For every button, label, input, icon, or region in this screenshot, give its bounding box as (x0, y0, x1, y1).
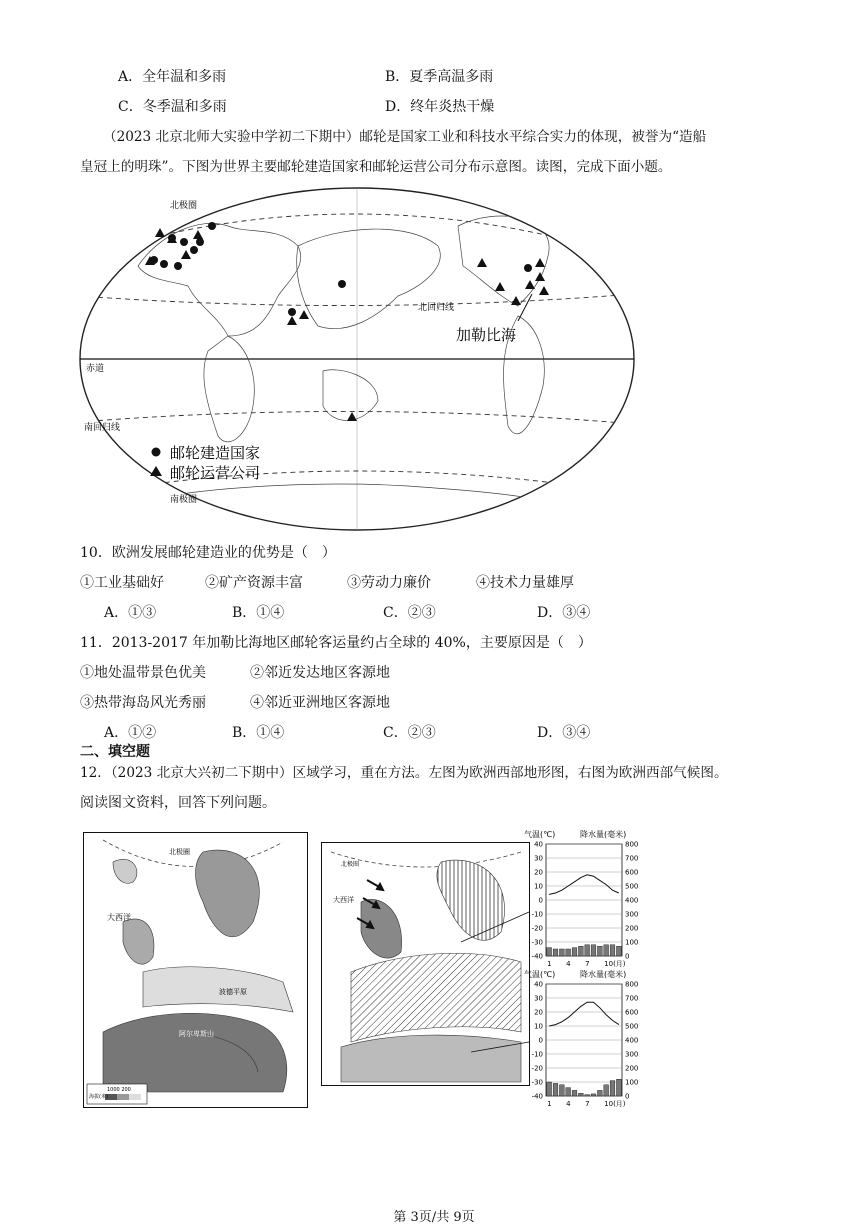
chart-top-precip-bar (559, 949, 564, 956)
chart-top-precip-bar (597, 946, 602, 956)
chart-top-temp-tick: 40 (534, 840, 543, 849)
chart-top-precip-tick: 600 (625, 868, 639, 877)
chart-bottom-precip-tick: 0 (625, 1092, 630, 1101)
chart-top-temp-tick: 20 (534, 868, 543, 877)
q9-option-a: A．全年温和多雨 (118, 69, 227, 85)
q10-choice-3: ③劳动力廉价 (347, 575, 431, 591)
climate-chart-bottom (520, 968, 650, 1110)
q11-choice-2: ②邻近发达地区客源地 (250, 665, 390, 681)
intro-line-1: （2023 北京北师大实验中学初二下期中）邮轮是国家工业和科技水平综合实力的体现，被誉为“造船 (103, 129, 707, 145)
chart-bottom-month-tick: 7 (585, 1100, 590, 1108)
chart-bottom-temp-tick: 0 (538, 1036, 543, 1045)
chart-bottom-month-tick: 10(月) (604, 1100, 626, 1108)
chart-top-precip-bar (572, 948, 577, 956)
q11-choice-3: ③热带海岛风光秀丽 (80, 695, 206, 711)
chart-bottom-month-tick: 4 (566, 1100, 571, 1108)
q10-option-b: B．①④ (232, 605, 285, 621)
label-atlantic: 大西洋 (107, 913, 131, 922)
q10-choice-2: ②矿产资源丰富 (205, 575, 303, 591)
legend-build-icon (152, 448, 161, 457)
chart-bottom-precip-bar (591, 1094, 596, 1096)
q10-choice-1: ①工业基础好 (80, 575, 164, 591)
chart-top-precip-bar (604, 945, 609, 956)
label-arctic-circle: 北极圈 (170, 201, 198, 211)
chart-bottom-temp-tick: -20 (531, 1064, 543, 1073)
chart-bottom-temp-tick: -30 (531, 1078, 543, 1087)
chart-bottom-precip-tick: 100 (625, 1078, 639, 1087)
q12-line-1: 12．（2023 北京大兴初二下期中）区域学习，重在方法。左图为欧洲西部地形图，右图为欧洲西部气候图。 (80, 765, 728, 781)
chart-top-temp-tick: -20 (531, 924, 543, 933)
chart-bottom-temp-tick: 30 (534, 994, 543, 1003)
chart-top-month-tick: 4 (566, 960, 571, 968)
chart-top-precip-bar (578, 946, 583, 956)
section-title: 二、填空题 (80, 744, 150, 760)
chart-bottom-precip-bar (604, 1085, 609, 1096)
chart-top-precip-tick: 700 (625, 854, 639, 863)
chart-bottom-precip-bar (559, 1085, 564, 1096)
chart-bottom-precip-bar (585, 1095, 590, 1096)
q11-stem: 11．2013-2017 年加勒比海地区邮轮客运量约占全球的 40%，主要原因是（ ） (80, 635, 592, 651)
q11-option-a: A．①② (104, 725, 157, 741)
chart-top-precip-bar (585, 945, 590, 956)
chart-top-temp-tick: -10 (531, 910, 543, 919)
q11-choice-4: ④邻近亚洲地区客源地 (250, 695, 390, 711)
chart-top-precip-bar (553, 949, 558, 956)
chart-top-precip-tick: 800 (625, 840, 639, 849)
q9-option-d: D．终年炎热干燥 (385, 99, 495, 115)
chart-bottom-precip-bar (597, 1090, 602, 1096)
terrain-legend-title: 海拔(米) (89, 1094, 108, 1100)
chart-top-precip-bar (616, 946, 621, 956)
chart-bottom-temp-tick: 40 (534, 980, 543, 989)
legend-build-label: 邮轮建造国家 (170, 444, 261, 462)
europe-terrain-map (83, 832, 308, 1108)
label-arctic: 北极圈 (169, 848, 190, 856)
label-caribbean: 加勒比海 (456, 326, 517, 344)
europe-climate-map (321, 842, 530, 1086)
q10-stem: 10．欧洲发展邮轮建造业的优势是（ ） (80, 545, 336, 561)
q11-option-b: B．①④ (232, 725, 285, 741)
chart-bottom-precip-bar (572, 1090, 577, 1096)
legend-operate-label: 邮轮运营公司 (170, 464, 261, 482)
chart-bottom-precip-tick: 200 (625, 1064, 639, 1073)
chart-top-precip-tick: 400 (625, 896, 639, 905)
chart-top-temp-tick: 30 (534, 854, 543, 863)
chart-top-temp-tick: -40 (531, 952, 543, 961)
chart-bottom-temp-tick: -10 (531, 1050, 543, 1059)
label-antarctic-circle: 南极圈 (170, 495, 198, 505)
q10-option-c: C．②③ (383, 605, 436, 621)
climate-label-arctic: 北极圈 (341, 861, 360, 868)
chart-top-precip-bar (610, 945, 615, 956)
chart-bottom-precip-tick: 300 (625, 1050, 639, 1059)
chart-top-precip-bar (591, 945, 596, 956)
chart-bottom-temp-label: 气温(℃) (524, 970, 556, 979)
chart-bottom-temp-tick: 10 (534, 1022, 543, 1031)
chart-bottom-precip-tick: 800 (625, 980, 639, 989)
label-equator: 赤道 (86, 364, 105, 374)
chart-bottom-precip-tick: 700 (625, 994, 639, 1003)
chart-bottom-month-tick: 1 (547, 1100, 552, 1108)
chart-bottom-precip-bar (610, 1081, 615, 1096)
intro-line-2: 皇冠上的明珠”。下图为世界主要邮轮建造国家和邮轮运营公司分布示意图。读图，完成下面小题。 (80, 159, 672, 175)
chart-bottom-precip-bar (547, 1082, 552, 1096)
chart-top-precip-tick: 0 (625, 952, 630, 961)
label-tropic-cancer: 北回归线 (418, 303, 455, 313)
chart-bottom-precip-tick: 400 (625, 1036, 639, 1045)
chart-bottom-precip-bar (616, 1079, 621, 1096)
q9-option-c: C．冬季温和多雨 (118, 99, 227, 115)
terrain-legend-values: 1000 200 (107, 1087, 131, 1093)
climate-label-atlantic: 大西洋 (333, 896, 354, 904)
chart-bottom-precip-bar (553, 1083, 558, 1096)
q11-choice-1: ①地处温带景色优美 (80, 665, 206, 681)
chart-top-temp-label: 气温(℃) (524, 830, 556, 839)
chart-bottom-temp-tick: -40 (531, 1092, 543, 1101)
q11-option-c: C．②③ (383, 725, 436, 741)
chart-bottom-precip-tick: 600 (625, 1008, 639, 1017)
q10-option-d: D．③④ (537, 605, 591, 621)
chart-top-precip-tick: 500 (625, 882, 639, 891)
chart-bottom-precip-bar (578, 1093, 583, 1096)
chart-top-precip-tick: 300 (625, 910, 639, 919)
label-plain: 波德平原 (219, 988, 247, 996)
chart-bottom-precip-label: 降水量(毫米) (580, 970, 627, 979)
chart-top-month-tick: 10(月) (604, 960, 626, 968)
chart-top-precip-tick: 100 (625, 938, 639, 947)
chart-top-precip-label: 降水量(毫米) (580, 830, 627, 839)
chart-bottom-precip-tick: 500 (625, 1022, 639, 1031)
label-alps: 阿尔卑斯山 (179, 1030, 214, 1038)
world-cruise-map (78, 186, 636, 532)
chart-top-temp-tick: 0 (538, 896, 543, 905)
chart-top-temp-tick: -30 (531, 938, 543, 947)
q11-option-d: D．③④ (537, 725, 591, 741)
page-footer: 第 3页/共 9页 (393, 1210, 475, 1225)
chart-top-precip-bar (566, 949, 571, 956)
climate-chart-top (520, 828, 650, 970)
chart-top-month-tick: 1 (547, 960, 552, 968)
chart-top-month-tick: 7 (585, 960, 590, 968)
q9-option-b: B．夏季高温多雨 (385, 69, 494, 85)
chart-top-precip-tick: 200 (625, 924, 639, 933)
chart-top-temp-tick: 10 (534, 882, 543, 891)
label-tropic-capricorn: 南回归线 (84, 423, 121, 433)
q10-option-a: A．①③ (104, 605, 157, 621)
q10-choice-4: ④技术力量雄厚 (476, 575, 574, 591)
q12-line-2: 阅读图文资料，回答下列问题。 (80, 795, 276, 811)
chart-bottom-precip-bar (566, 1088, 571, 1096)
chart-bottom-temp-tick: 20 (534, 1008, 543, 1017)
chart-top-precip-bar (547, 948, 552, 956)
